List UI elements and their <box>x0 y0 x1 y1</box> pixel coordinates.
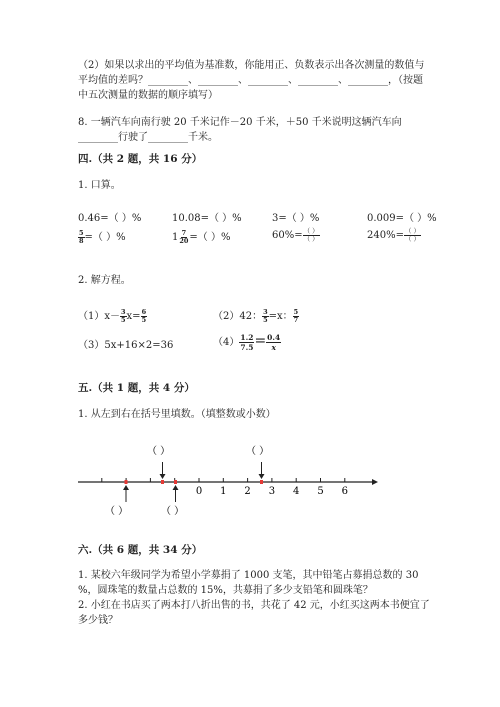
fraction: $\frac{5}{8}$ <box>79 229 84 245</box>
number-line <box>78 440 378 520</box>
number-line-tick-label: 4 <box>293 486 300 497</box>
q8-line2: ________行驶了________千米。 <box>78 132 218 143</box>
calc-item-7: 60%= $\frac{( )}{( )}$ <box>272 227 319 243</box>
fraction: $\frac{1.2}{7.5}$ <box>240 333 254 352</box>
equation-4: （4） $\frac{1.2}{7.5}$ = $\frac{0.4}{x}$ <box>213 333 281 352</box>
equation-3: （3）5x+16×2=36 <box>78 340 174 351</box>
number-line-arrowhead <box>372 479 378 485</box>
calc-item-6: 1 $\frac{7}{20}$ =（ ）% <box>172 229 231 245</box>
marker-point-2 <box>161 480 164 484</box>
answer-paren-below-1: （ ） <box>105 506 129 517</box>
arrow-down-1-head <box>160 474 166 479</box>
section4-title: 四.（共 2 题，共 16 分） <box>78 153 203 165</box>
calc-item-1: 0.46=（ ）% <box>78 213 142 224</box>
q2-line3: 中五次测量的数据的顺序填写） <box>78 90 218 101</box>
section6-q2-line2: 多少钱？ <box>78 615 118 626</box>
arrow-up-1-head <box>123 485 129 490</box>
section6-q1-line2: %，圆珠笔的数量占总数的 15%，共募捐了多少支铅笔和圆珠笔？ <box>78 585 373 596</box>
fraction: $\frac{6}{5}$ <box>141 308 147 324</box>
fraction: $\frac{5}{7}$ <box>293 308 299 324</box>
section6-q2-line1: 2. 小红在书店买了两本打八折出售的书，共花了 42 元，小红买这两本书便宜了 <box>78 600 430 611</box>
fraction: $\frac{( )}{( )}$ <box>404 227 421 243</box>
calc-item-8: 240%= $\frac{( )}{( )}$ <box>367 227 421 243</box>
answer-paren-below-2: （ ） <box>161 506 185 517</box>
q2-line2: 平均值的差吗？________、________、________、________、________，（按题 <box>78 75 423 86</box>
number-line-tick-label: 5 <box>317 486 324 497</box>
calc-item-4: 0.009=（ ）% <box>367 213 437 224</box>
number-line-tick-label: 3 <box>268 486 276 497</box>
calc-item-2: 10.08=（ ）% <box>172 213 242 224</box>
number-line-tick-label: 0 <box>195 486 203 497</box>
number-line-tick-label: 1 <box>220 486 227 497</box>
section4-q2-label: 2. 解方程。 <box>78 275 131 286</box>
number-line-labels <box>196 486 348 497</box>
answer-paren-above-2: （ ） <box>246 446 270 457</box>
section6-title: 六.（共 6 题，共 34 分） <box>78 544 203 556</box>
marker-point-3 <box>174 480 177 484</box>
fraction: $\frac{3}{5}$ <box>121 308 126 324</box>
section6-q1-line1: 1. 某校六年级同学为希望小学募捐了 1000 支笔，其中铅笔占募捐总数的 30 <box>78 570 419 581</box>
marker-point-4 <box>260 480 263 484</box>
section5-q1-label: 1. 从左到右在括号里填数。（填整数或小数） <box>78 409 276 420</box>
number-line-ticks <box>102 478 345 482</box>
number-line-tick-label: 6 <box>341 486 348 497</box>
q2-line1: （2）如果以求出的平均值为基准数，你能用正、负数表示出各次测量的数值与 <box>78 60 425 71</box>
answer-paren-above-1: （ ） <box>147 446 171 457</box>
arrow-up-2-head <box>173 485 179 490</box>
equation-1: （1）x－ $\frac{3}{5}$ x= $\frac{6}{5}$ <box>78 308 147 324</box>
equation-2: （2）42： $\frac{3}{5}$ =x： $\frac{5}{7}$ <box>213 308 299 324</box>
q8-line1: 8. 一辆汽车向南行驶 20 千米记作－20 千米，＋50 千米说明这辆汽车向 <box>78 117 402 128</box>
fraction: $\frac{( )}{( )}$ <box>303 227 319 243</box>
fraction: $\frac{3}{5}$ <box>263 308 268 324</box>
fraction: $\frac{7}{20}$ <box>179 229 189 245</box>
section5-title: 五.（共 1 题，共 4 分） <box>78 382 195 394</box>
calc-item-5: $\frac{5}{8}$ =（ ）% <box>79 229 126 245</box>
fraction: $\frac{0.4}{x}$ <box>267 333 281 352</box>
number-line-tick-label: 2 <box>244 486 251 497</box>
marker-point-1 <box>125 480 128 484</box>
calc-item-3: 3=（ ）% <box>272 213 320 224</box>
arrow-down-2-head <box>259 474 265 479</box>
section4-q1-label: 1. 口算。 <box>78 180 121 191</box>
